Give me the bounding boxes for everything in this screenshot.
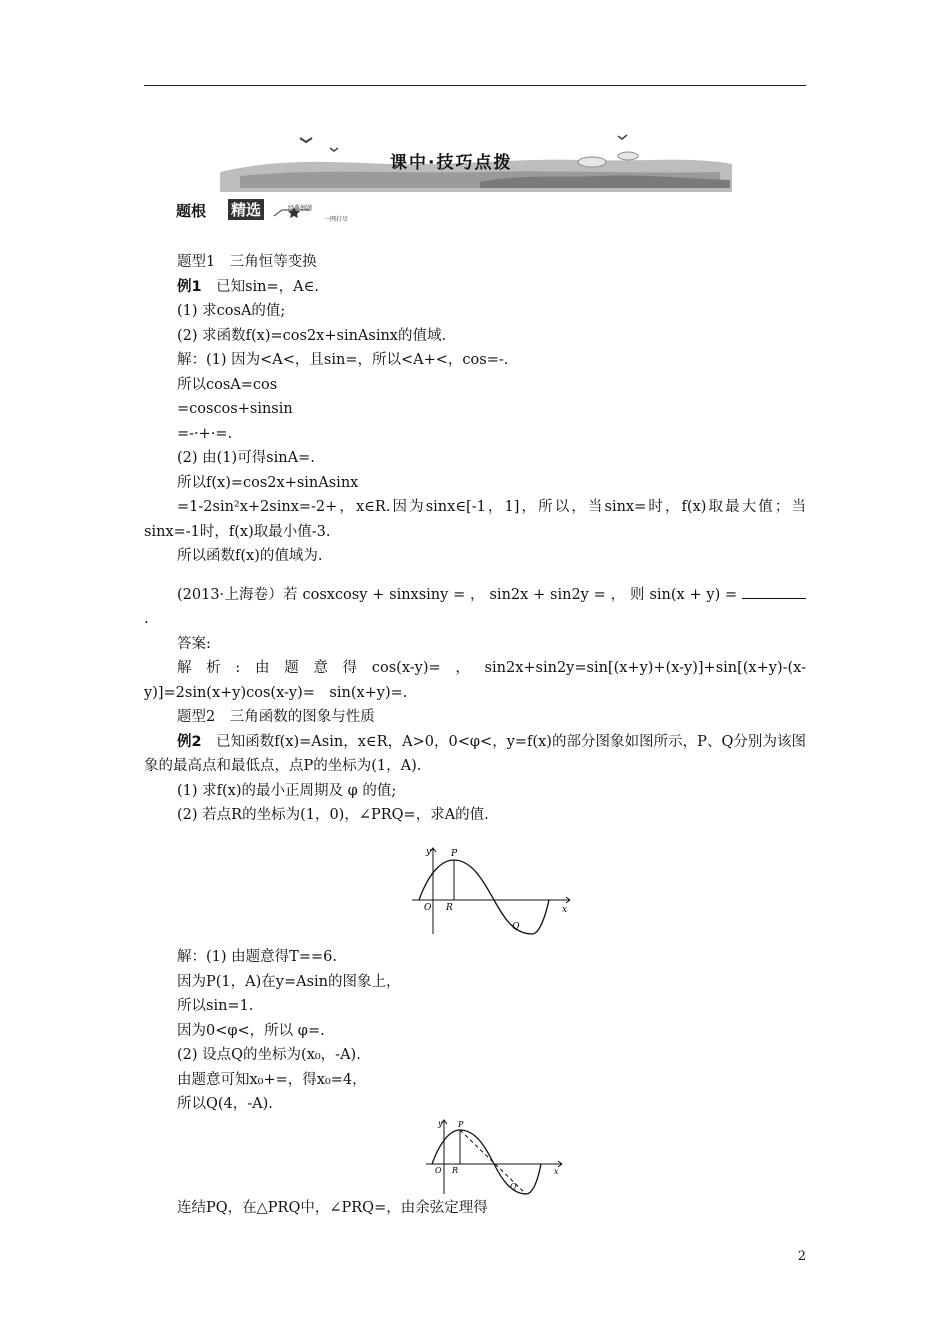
banner-title: 课中·技巧点拨 [390, 153, 513, 173]
point-p-label: P [458, 1120, 464, 1129]
page-number: 2 [797, 1249, 806, 1264]
document-body [144, 250, 806, 828]
x-axis-label: x [562, 905, 568, 915]
analysis-paragraph: 解析:由题意得cos(x-y)=，sin2x+sin2y=sin[(x+y)+(x-y)]+sin[(x+y)-(x-y)]=2sin(x+y)cos(x-y)= sin(x+y)=. [144, 660, 806, 701]
solution-line: 因为0<φ<，所以 φ=. [177, 1022, 325, 1039]
tag-sub1: 经典例题 [288, 205, 313, 212]
solution-line: 解：(1) 由题意得T==6. [177, 949, 337, 965]
heading-type-2: 题型2 三角函数的图象与性质 [177, 709, 375, 725]
solution-line: (2) 设点Q的坐标为(x₀，-A). [177, 1047, 361, 1063]
question-2: (2) 若点R的坐标为(1，0)，∠PRQ=，求A的值. [177, 807, 489, 823]
y-axis-label: y [438, 1119, 443, 1128]
point-q-label: Q [510, 1182, 517, 1191]
example-2-label: 例2 [177, 733, 202, 750]
solution-line: 所以函数f(x)的值域为. [177, 548, 323, 564]
point-r-label: R [452, 1166, 459, 1175]
answer-blank [742, 584, 806, 599]
tag-box: 精选 [228, 199, 264, 220]
example-1-label: 例1 [177, 278, 202, 295]
point-r-label: R [446, 903, 453, 913]
solution-line: =coscos+sinsin [177, 401, 293, 417]
solution-body [144, 945, 806, 1117]
tag-sub2: 一网打尽 [324, 216, 349, 223]
solution-line: 由题意可知x₀+=，得x₀=4， [177, 1071, 367, 1088]
solution-tail [144, 1196, 806, 1221]
question-1: (1) 求cosA的值; [177, 303, 286, 319]
practice-problem-text: (2013·上海卷）若 cosxcosy + sinxsiny = ， sin2x + sin2y = ， 则 sin(x + y) = [177, 586, 738, 603]
solution-line: =-·+·=. [177, 425, 233, 442]
origin-label: O [435, 1166, 442, 1175]
solution-line: 所以sin=1. [177, 998, 254, 1014]
sine-graph-figure-1 [404, 842, 574, 938]
solution-paragraph: =1-2sin²x+2sinx=-2+，x∈R.因为sinx∈[-1，1]，所以，当sinx=时，f(x)取最大值；当sinx=-1时，f(x)取最小值-3. [144, 499, 806, 540]
solution-line: 连结PQ，在△PRQ中，∠PRQ=，由余弦定理得 [177, 1200, 488, 1216]
tag-main: 题根 [176, 202, 207, 220]
example-2-text: 已知函数f(x)=Asin，x∈R，A>0，0<φ<，y=f(x)的部分图象如图所示，P、Q分别为该图象的最高点和最低点，点P的坐标为(1，A). [144, 733, 807, 774]
answer-label: 答案: [177, 635, 211, 652]
practice-problem [144, 583, 806, 632]
heading-type-1: 题型1 三角恒等变换 [177, 254, 317, 270]
point-q-label: Q [512, 922, 520, 932]
header-rule [144, 85, 806, 86]
example-1-text: 已知sin=，A∈. [201, 278, 319, 295]
solution-line: 所以cosA=cos [177, 376, 278, 393]
sine-graph-figure-2 [420, 1116, 566, 1196]
point-p-label: P [451, 849, 458, 859]
solution-line: 因为P(1，A)在y=Asin的图象上， [177, 973, 401, 990]
question-1: (1) 求f(x)的最小正周期及 φ 的值; [177, 782, 397, 799]
practice-problem-end: . [144, 611, 149, 627]
origin-label: O [424, 903, 432, 913]
solution-line: (2) 由(1)可得sinA=. [177, 450, 315, 466]
solution-line: 解：(1) 因为<A<，且sin=，所以<A+<，cos=-. [177, 352, 509, 368]
section-tag [176, 200, 366, 222]
x-axis-label: x [554, 1167, 559, 1176]
solution-line: 所以f(x)=cos2x+sinAsinx [177, 474, 359, 491]
question-2: (2) 求函数f(x)=cos2x+sinAsinx的值域. [177, 327, 447, 344]
example-1 [144, 275, 806, 300]
y-axis-label: y [426, 847, 432, 857]
solution-line: 所以Q(4，-A). [177, 1096, 273, 1112]
example-2 [144, 730, 806, 779]
